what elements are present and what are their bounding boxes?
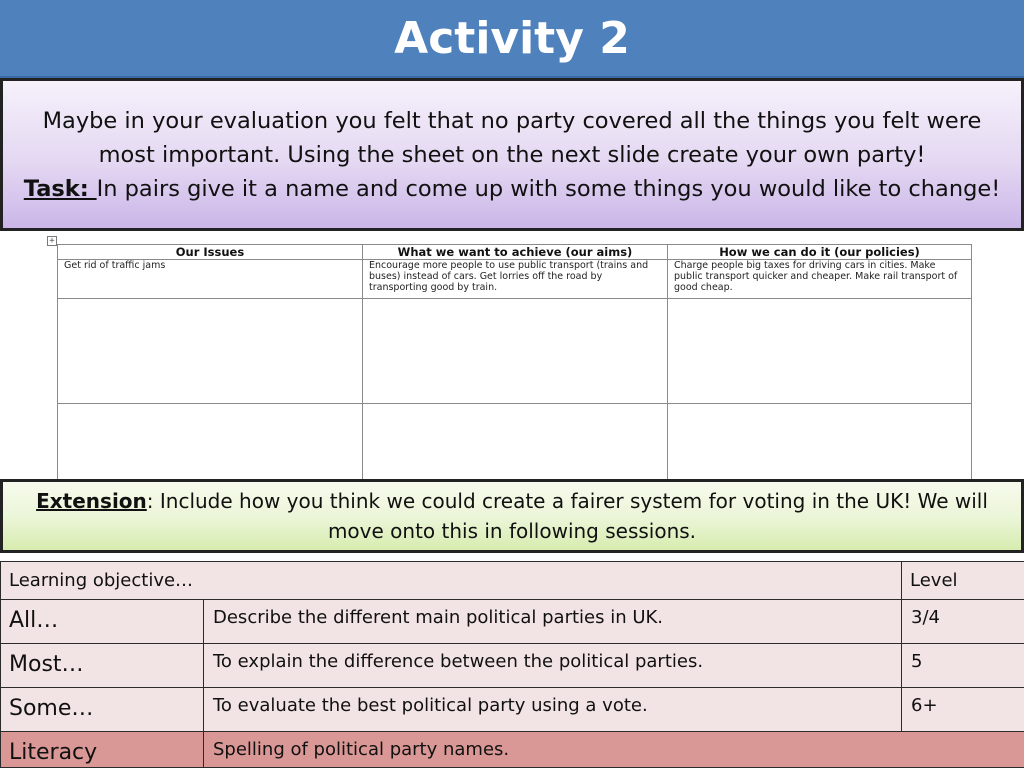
objective-row-description: To explain the difference between the political parties. bbox=[204, 644, 902, 688]
column-header-aims: What we want to achieve (our aims) bbox=[363, 245, 668, 260]
literacy-label: Literacy bbox=[1, 732, 204, 768]
literacy-description: Spelling of political party names. bbox=[204, 732, 1024, 768]
objective-row-level: 6+ bbox=[902, 688, 1024, 732]
task-label: Task: bbox=[23, 175, 97, 202]
party-planning-table bbox=[57, 244, 972, 484]
extension-label: Extension bbox=[36, 489, 147, 513]
level-header: Level bbox=[902, 562, 1024, 600]
table-row-blank bbox=[58, 299, 972, 404]
objective-row-most bbox=[1, 644, 1024, 688]
intro-paragraph: Maybe in your evaluation you felt that no party covered all the things you felt were most important. Using the sheet on the next slide create your own party! bbox=[42, 107, 982, 168]
title-bar bbox=[0, 0, 1024, 78]
objective-row-description: Describe the different main political parties in UK. bbox=[204, 600, 902, 644]
table-header-row bbox=[58, 245, 972, 260]
table-row-example bbox=[58, 260, 972, 299]
slide-title: Activity 2 bbox=[394, 12, 630, 64]
intro-box bbox=[0, 78, 1024, 231]
blank-issue-cell[interactable] bbox=[58, 299, 363, 404]
objective-row-label: All… bbox=[1, 600, 204, 644]
table-move-handle-icon[interactable]: + bbox=[47, 236, 57, 246]
example-issue-cell: Get rid of traffic jams bbox=[58, 260, 363, 299]
objective-row-all bbox=[1, 600, 1024, 644]
objective-row-literacy bbox=[1, 732, 1024, 768]
learning-objectives-table bbox=[0, 561, 1024, 768]
objective-row-some bbox=[1, 688, 1024, 732]
blank-aims-cell[interactable] bbox=[363, 404, 668, 484]
table-row-blank bbox=[58, 404, 972, 484]
objective-row-label: Some… bbox=[1, 688, 204, 732]
extension-text: : Include how you think we could create a fairer system for voting in the UK! We will move onto this in following sessions. bbox=[146, 489, 988, 543]
blank-aims-cell[interactable] bbox=[363, 299, 668, 404]
extension-text-block bbox=[19, 486, 1005, 546]
objective-row-label: Most… bbox=[1, 644, 204, 688]
blank-policies-cell[interactable] bbox=[668, 299, 972, 404]
objective-row-level: 3/4 bbox=[902, 600, 1024, 644]
blank-issue-cell[interactable] bbox=[58, 404, 363, 484]
task-text: In pairs give it a name and come up with some things you would like to change! bbox=[96, 175, 1001, 202]
column-header-policies: How we can do it (our policies) bbox=[668, 245, 972, 260]
objective-row-description: To evaluate the best political party using a vote. bbox=[204, 688, 902, 732]
objective-row-level: 5 bbox=[902, 644, 1024, 688]
column-header-issues: Our Issues bbox=[58, 245, 363, 260]
intro-text-block bbox=[21, 104, 1003, 206]
blank-policies-cell[interactable] bbox=[668, 404, 972, 484]
example-policies-cell: Charge people big taxes for driving cars in cities. Make public transport quicker and cheaper. Make rail transport of good cheap. bbox=[668, 260, 972, 299]
example-aims-cell: Encourage more people to use public transport (trains and buses) instead of cars. Get lorries off the road by transporting good by train. bbox=[363, 260, 668, 299]
extension-box bbox=[0, 479, 1024, 553]
objectives-header-row bbox=[1, 562, 1024, 600]
objective-header: Learning objective… bbox=[1, 562, 902, 600]
